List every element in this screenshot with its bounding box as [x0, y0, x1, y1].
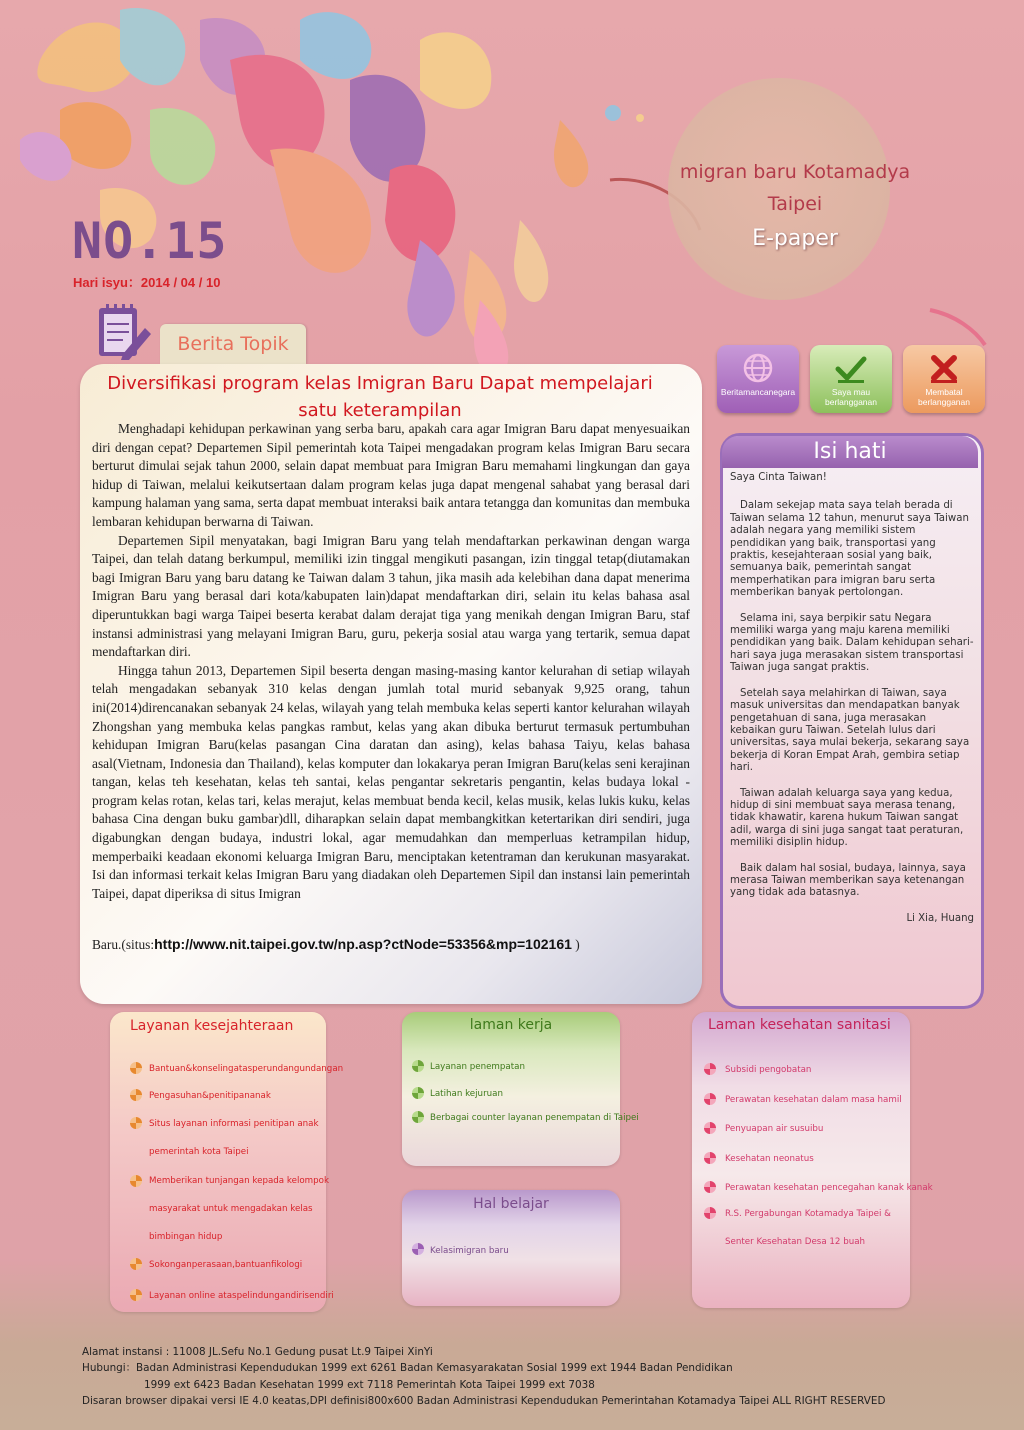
isi-hati-paragraph: Selama ini, saya berpikir satu Negara memiliki warga yang maju karena memiliki pendidikan yang baik. Dalam kehidupan sehari-hari saya juga merasakan sistem transportasi Taiwan juga sangat praktis.	[730, 612, 974, 674]
welfare-link[interactable]: Layanan online ataspelindungandirisendiri	[149, 1291, 334, 1301]
international-news-button[interactable]	[717, 345, 799, 413]
cross-icon	[927, 351, 961, 385]
unsubscribe-button[interactable]	[903, 345, 985, 413]
bullet-icon	[704, 1063, 716, 1075]
health-link[interactable]: Senter Kesehatan Desa 12 buah	[725, 1237, 866, 1247]
url-suffix: )	[571, 937, 580, 952]
bullet-icon	[704, 1152, 716, 1164]
checkmark-icon	[834, 351, 868, 385]
footer-contact-cont: 1999 ext 6423 Badan Kesehatan 1999 ext 7118 Pemerintah Kota Taipei 1999 ext 7038	[144, 1378, 595, 1391]
bullet-icon	[130, 1289, 142, 1301]
article-paragraph: Hingga tahun 2013, Departemen Sipil beserta dengan masing-masing kantor kelurahan di setiap wilayah telah mengadakan sebanyak 310 kelas dengan jumlah total murid sebanyak 9,925 orang, tahun ini(2014)direncanakan sebanyak 24 kelas, wilayah yang telah membuka kelas seperti kantor kelurahan wilayah Zhongshan yang membuka kelas pangkas rambut, kelas yang akan dibuka berturut termasuk pertumbuhan kehidupan Imigran Baru(kelas pasangan Cina daratan dan asing), kelas bahasa Taiyu, kelas bahasa asal(Vietnam, Indonesia dan Thailand), kelas komputer dan lokakarya peran Imigran Baru(kelas seni kerajinan tangan, kelas teh kesehatan, kelas teh santai, kelas pengantar sekretaris pengantin, kelas budaya lokal - program kelas rotan, kelas tari, kelas merajut, kelas membuat benda kecil, kelas musik, kelas lukis kuku, kelas bahasa Cina dengan buku gambar)dll, diharapkan selain dapat membangkitkan ketertarikan diri sendiri, juga digabungkan dengan budaya, industri lokal, agar memudahkan dan memperluas ketrampilan hidup, memperbaiki keadaan ekonomi keluarga Imigran Baru, menciptakan ketentraman dan kerukunan masyarakat. Isi dan informasi terkait kelas Imigran Baru yang diadakan oleh Departemen Sipil dan instansi lain pemerintah Taipei, dapat diperiksa di situs Imigran	[92, 662, 690, 901]
health-link[interactable]: Perawatan kesehatan dalam masa hamil	[725, 1095, 902, 1105]
bullet-icon	[130, 1062, 142, 1074]
site-subtitle: E-paper	[752, 226, 838, 251]
bullet-icon	[704, 1122, 716, 1134]
button-label: Beritamancanegara	[720, 387, 796, 397]
button-label: Membatal berlangganan	[918, 387, 970, 407]
welfare-link[interactable]: masyarakat untuk mengadakan kelas	[149, 1204, 313, 1214]
bullet-icon	[412, 1243, 424, 1255]
work-title: laman kerja	[469, 1017, 553, 1033]
bullet-icon	[130, 1175, 142, 1187]
health-link[interactable]: Perawatan kesehatan pencegahan kanak kanak	[725, 1183, 933, 1193]
footer-contact: Hubungi：Badan Administrasi Kependudukan 1999 ext 6261 Badan Kemasyarakatan Sosial 1999 ext 1944 Badan Pendidikan	[82, 1362, 733, 1375]
footer-note: Disaran browser dipakai versi IE 4.0 keatas,DPI definisi800x600 Badan Administrasi Kependudukan Pemerintahan Kotamadya Taipei ALL RIGHT RESERVED	[82, 1395, 886, 1408]
health-title: Laman kesehatan sanitasi	[708, 1017, 891, 1033]
isi-hati-greeting: Saya Cinta Taiwan!	[730, 472, 827, 483]
subscribe-button[interactable]	[810, 345, 892, 413]
bullet-icon	[412, 1087, 424, 1099]
welfare-link[interactable]: Pengasuhan&penitipananak	[149, 1091, 271, 1101]
issue-date: Hari isyu：2014 / 04 / 10	[73, 275, 221, 290]
button-label: Saya mau berlangganan	[825, 387, 877, 407]
isi-hati-paragraph: Dalam sekejap mata saya telah berada di Taiwan selama 12 tahun, menurut saya Taiwan adalah negara yang memiliki sistem pendidikan yang baik, transportasi yang praktis, kesejahteraan sosial yang baik, semuanya baik, pemerintah sangat memperhatikan para imigran baru serta memberikan banyak pertolongan.	[730, 500, 969, 599]
work-link[interactable]: Berbagai counter layanan penempatan di Taipei	[430, 1113, 639, 1123]
health-link[interactable]: Penyuapan air susuibu	[725, 1124, 824, 1134]
isi-hati-paragraph: Setelah saya melahirkan di Taiwan, saya masuk universitas dan mendapatkan banyak pengetahuan di sana, juga merasakan kebaikan guru Taiwan. Setelah lulus dari universitas, saya mulai bekerja, sekarang saya bekerja di Koran Empat Arah, gembira setiap hari.	[730, 687, 970, 774]
learning-link[interactable]: Kelasimigran baru	[430, 1246, 509, 1256]
welfare-link[interactable]: bimbingan hidup	[149, 1232, 223, 1242]
bullet-icon	[130, 1117, 142, 1129]
bullet-icon	[412, 1060, 424, 1072]
site-title: migran baru Kotamadya Taipei	[679, 161, 911, 215]
issue-number: NO.15	[72, 212, 228, 270]
footer	[82, 1344, 1002, 1410]
article-body	[92, 420, 690, 903]
health-link[interactable]: R.S. Pergabungan Kotamadya Taipei &	[725, 1209, 891, 1219]
learning-title: Hal belajar	[473, 1196, 549, 1212]
welfare-link[interactable]: Memberikan tunjangan kepada kelompok	[149, 1176, 330, 1186]
globe-icon	[741, 351, 775, 385]
article-url-line	[92, 936, 692, 953]
article-title: Diversifikasi program kelas Imigran Baru Dapat mempelajari satu keterampilan	[107, 373, 653, 421]
bullet-icon	[704, 1207, 716, 1219]
health-link[interactable]: Subsidi pengobatan	[725, 1065, 812, 1075]
bullet-icon	[130, 1258, 142, 1270]
tab-berita-topik[interactable]: Berita Topik	[160, 324, 306, 364]
bullet-icon	[704, 1181, 716, 1193]
isi-hati-signature: Li Xia, Huang	[906, 912, 974, 924]
welfare-title: Layanan kesejahteraan	[130, 1018, 294, 1034]
isi-hati-paragraph: Taiwan adalah keluarga saya yang kedua, hidup di sini membuat saya merasa tenang, tidak khawatir, karena hukum Taiwan sangat adil, warga di sini juga sangat taat peraturan, memiliki disiplin hidup.	[730, 787, 964, 849]
url-prefix: Baru.(situs:	[92, 937, 155, 952]
welfare-link[interactable]: Bantuan&konselingatasperundangundangan	[149, 1064, 344, 1074]
welfare-link[interactable]: Sokonganperasaan,bantuanfikologi	[149, 1260, 303, 1270]
notebook-pencil-icon	[97, 302, 153, 360]
bullet-icon	[412, 1111, 424, 1123]
isi-hati-paragraph: Baik dalam hal sosial, budaya, lainnya, saya merasa Taiwan memberikan saya ketenangan yang tidak ada batasnya.	[730, 862, 966, 899]
work-link[interactable]: Layanan penempatan	[430, 1062, 525, 1072]
article-paragraph: Departemen Sipil menyatakan, bagi Imigran Baru yang telah mendaftarkan perkawinan dengan warga Taipei, dan telah datang berkumpul, memiliki izin tinggal mengikuti pasangan, izin tinggal tetap(diutamakan bagi Imigran Baru yang baru datang ke Taiwan dalam 3 tahun, jika masih ada kelebihan dana dapat menerima Imigran Baru yang berasal dari kota/kabupaten lain)dapat mendaftarkan diri, selain itu kelas bahasa asal diperuntukkan bagi warga Taipei beserta kerabat dalam derajat tiga yang menikah dengan Imigran Baru, staf instansi administrasi yang melayani Imigran Baru, guru, pekerja sosial atau warga yang tertarik, semua dapat mendaftarkan diri.	[92, 532, 690, 660]
article-link[interactable]: http://www.nit.taipei.gov.tw/np.asp?ctNode=53356&mp=102161	[154, 936, 572, 952]
article-paragraph: Menghadapi kehidupan perkawinan yang serba baru, apakah cara agar Imigran Baru dapat menyesuaikan diri dengan cepat? Departemen Sipil pemerintah kota Taipei mengadakan program kelas Imigran Baru secara berturut dimulai sejak tahun 2000, selain dapat membuat para Imigran Baru memahami lingkungan dan gaya hidup di Taiwan, melalui keikutsertaan dalam program kelas juga dapat mengenal sahabat yang berasal dari kampung halaman yang sama, serta dapat membuat interaksi baik antara tetangga dan komunitas dan membuka lembaran kehidupan berwarna di Taiwan.	[92, 421, 690, 529]
isi-hati-title: Isi hati	[722, 436, 978, 468]
welfare-link[interactable]: Situs layanan informasi penitipan anak	[149, 1119, 319, 1129]
work-link[interactable]: Latihan kejuruan	[430, 1089, 503, 1099]
bullet-icon	[130, 1089, 142, 1101]
bullet-icon	[704, 1093, 716, 1105]
footer-address: Alamat instansi : 11008 JL.Sefu No.1 Gedung pusat Lt.9 Taipei XinYi	[82, 1346, 433, 1358]
welfare-link[interactable]: pemerintah kota Taipei	[149, 1147, 249, 1157]
health-link[interactable]: Kesehatan neonatus	[725, 1154, 814, 1164]
isi-hati-body	[730, 472, 974, 938]
